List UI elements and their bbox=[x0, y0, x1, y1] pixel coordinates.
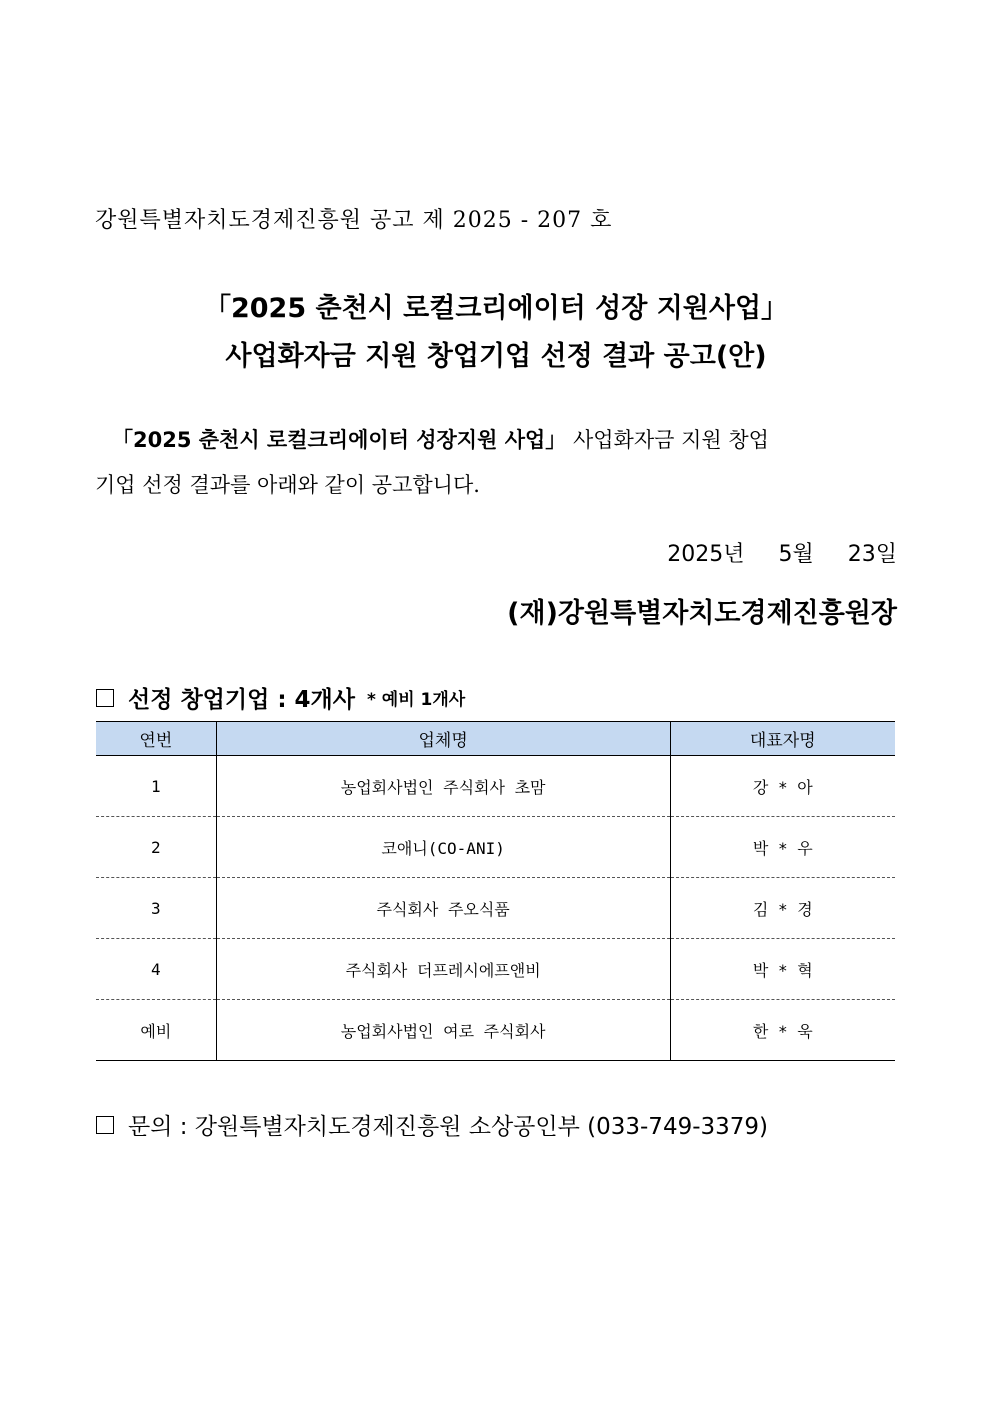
cell-company: 주식회사 주오식품 bbox=[216, 878, 670, 939]
cell-representative: 강 * 아 bbox=[670, 756, 895, 817]
date-year: 2025년 bbox=[667, 542, 745, 567]
table-row bbox=[96, 878, 895, 939]
cell-company: 농업회사법인 주식회사 초맘 bbox=[216, 756, 670, 817]
checkbox-icon bbox=[96, 689, 114, 707]
cell-company: 주식회사 더프레시에프앤비 bbox=[216, 939, 670, 1000]
selection-table bbox=[96, 721, 895, 1061]
header-representative: 대표자명 bbox=[670, 722, 895, 756]
cell-no: 예비 bbox=[96, 1000, 216, 1061]
title-line-2: 사업화자금 지원 창업기업 선정 결과 공고(안) bbox=[225, 341, 767, 372]
notice-number: 강원특별자치도경제진흥원 공고 제 2025 - 207 호 bbox=[95, 208, 613, 233]
cell-no: 2 bbox=[96, 817, 216, 878]
header-no: 연번 bbox=[96, 722, 216, 756]
cell-representative: 김 * 경 bbox=[670, 878, 895, 939]
table-row bbox=[96, 817, 895, 878]
issuer: (재)강원특별자치도경제진흥원장 bbox=[507, 598, 897, 629]
title-line-1: 「2025 춘천시 로컬크리에이터 성장 지원사업」 bbox=[203, 293, 789, 324]
selection-heading bbox=[96, 681, 465, 714]
checkbox-icon bbox=[96, 1116, 114, 1134]
header-company: 업체명 bbox=[216, 722, 670, 756]
reserve-note: * 예비 1개사 bbox=[366, 690, 466, 710]
intro-project-name: 「2025 춘천시 로컬크리에이터 성장지원 사업」 bbox=[112, 428, 567, 452]
cell-no: 3 bbox=[96, 878, 216, 939]
cell-representative: 박 * 우 bbox=[670, 817, 895, 878]
selection-heading-text: 선정 창업기업 : 4개사 bbox=[128, 687, 355, 713]
table-header-row bbox=[96, 722, 895, 756]
cell-representative: 박 * 혁 bbox=[670, 939, 895, 1000]
table-row bbox=[96, 1000, 895, 1061]
table-row bbox=[96, 939, 895, 1000]
contact-text: 문의 : 강원특별자치도경제진흥원 소상공인부 (033-749-3379) bbox=[128, 1114, 769, 1140]
announcement-date bbox=[667, 537, 897, 568]
date-day: 23일 bbox=[847, 542, 897, 567]
table-row bbox=[96, 756, 895, 817]
date-month: 5월 bbox=[778, 542, 814, 567]
cell-company: 코애니(CO-ANI) bbox=[216, 817, 670, 878]
intro-line-1 bbox=[112, 424, 912, 454]
intro-line-2: 기업 선정 결과를 아래와 같이 공고합니다. bbox=[95, 473, 480, 497]
contact-line bbox=[96, 1108, 768, 1141]
cell-company: 농업회사법인 여로 주식회사 bbox=[216, 1000, 670, 1061]
cell-representative: 한 * 욱 bbox=[670, 1000, 895, 1061]
cell-no: 4 bbox=[96, 939, 216, 1000]
cell-no: 1 bbox=[96, 756, 216, 817]
intro-line-1-rest: 사업화자금 지원 창업 bbox=[572, 428, 769, 452]
